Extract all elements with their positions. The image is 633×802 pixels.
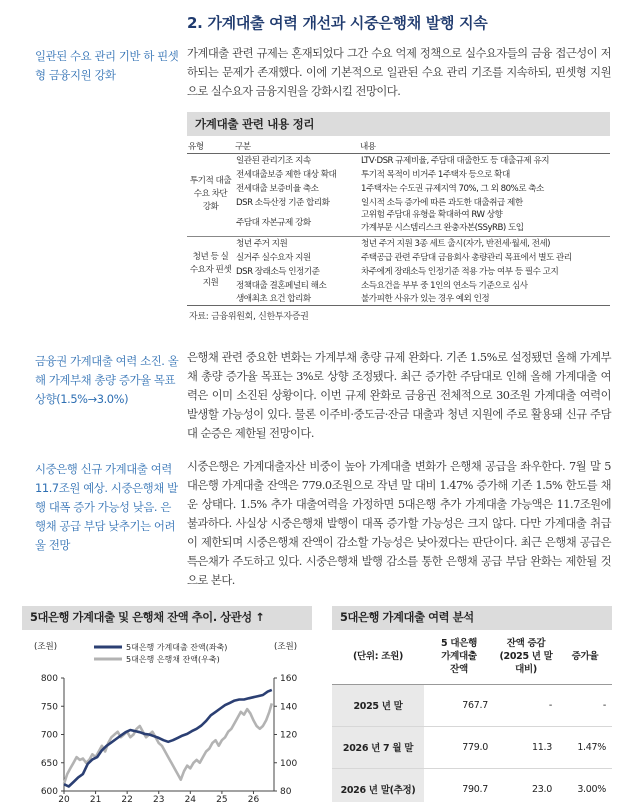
x-tick-label: 21	[89, 795, 102, 802]
line-chart	[22, 630, 312, 802]
right-tick-label: 140	[280, 702, 298, 713]
right-tick-label: 160	[280, 674, 298, 684]
table-cell: 청년 주거 지원 3종 세트 출시(자가, 반전세·월세, 전세)	[361, 239, 551, 250]
table-cell: 생애최초 요건 합리화	[236, 294, 311, 305]
table-cell: 일관된 관리기조 지속	[236, 156, 311, 167]
side-note-3: 시중은행 신규 가계대출 여력 11.7조원 예상. 시중은행채 발행 대폭 증가 가능성 낮음. 은행채 공급 부담 낮추기는 어려울 전망	[35, 462, 178, 552]
x-tick-label: 24	[184, 795, 197, 802]
capacity-table	[332, 630, 612, 802]
table-row	[187, 250, 610, 264]
table-cell: 전세대출보증 제한 대상 확대	[236, 169, 337, 180]
table-cell: 일시적 소득 증가에 따른 과도한 대출취급 제한	[361, 197, 523, 208]
table-cell: 투기적 목적이 비거주 1주택자 등으로 확대	[361, 169, 510, 180]
table-cell: 23.0	[494, 768, 558, 802]
table-row	[187, 153, 610, 167]
table-row	[187, 181, 610, 195]
left-axis-unit: (조원)	[34, 642, 58, 652]
table-cell: 고위험 주담대 유형을 확대하여 RW 상향 가계부문 시스템리스크 완충자본(SSyRB) 도입	[359, 209, 610, 237]
x-tick-label: 20	[58, 795, 70, 802]
table-cell: 주택공급 관련 주담대 금융회사 총량관리 목표에서 별도 관리	[361, 252, 572, 263]
table-cell: 779.0	[424, 726, 494, 768]
table-cell: DSR 소득산정 기준 합리화	[236, 197, 330, 208]
right-tick-label: 120	[280, 730, 298, 741]
policy-table	[187, 112, 610, 322]
left-tick-label: 700	[40, 730, 58, 741]
x-tick-label: 23	[153, 795, 165, 802]
chart-panel	[22, 606, 312, 802]
left-tick-label: 650	[40, 758, 58, 769]
table-row	[187, 264, 610, 278]
table-cell: 3.00%	[558, 768, 612, 802]
table-cell: 차주에게 장래소득 인정기준 적용 가능 여부 등 필수 고지	[361, 266, 559, 277]
policy-table-grid	[187, 139, 610, 306]
column-header: 구분	[234, 139, 359, 153]
table-cell: 767.7	[424, 684, 494, 726]
column-header: 증가율	[558, 630, 612, 684]
table-cell: 주담대 자본규제 강화	[234, 209, 359, 237]
paragraph-1: 가계대출 관련 규제는 혼재되었다 그간 수요 억제 정책으로 실수요자들의 금융 접근성이 저하되는 문제가 존재했다. 이에 기본적으로 일관된 수요 관리 기조를 지속하되, 핀셋형 지원으로 실수요자 금융지원을 강화시킬 전망이다.	[187, 47, 611, 98]
table-row	[187, 292, 610, 306]
table-header-row	[332, 630, 612, 684]
table-row	[187, 236, 610, 250]
table-row	[332, 726, 612, 768]
group-label: 투기적 대출수요 차단 강화	[187, 153, 234, 236]
right-axis-unit: (조원)	[274, 642, 298, 652]
row-label: 2026 년 말(추정)	[332, 768, 424, 802]
paragraph-3: 시중은행은 가계대출자산 비중이 높아 가계대출 변화가 은행채 공급을 좌우한다. 7월 말 5대은행 가계대출 잔액은 779.0조원으로 작년 말 대비 1.47% 증가해 기존 1.5% 한도를 채운 상태다. 1.5% 추가 대출여력을 가정하면 5대은행 추가 가계대출 가능액은 11.7조원에 불과하다. 사실상 시중은행채 발행이 대폭 증가할 가능성은 크지 않다. 다만 가계대출 취급이 제한되며 시중은행채 잔액이 감소할 가능성은 낮아졌다는 판단이다. 최근 은행채 공급은 특은채가 주도하고 있다. 시중은행채 발행 감소를 통한 은행채 공급 부담 완화는 제한될 것으로 본다.	[187, 460, 611, 587]
column-header: (단위: 조원)	[332, 630, 424, 684]
table-row	[332, 768, 612, 802]
table-cell: 청년 주거 지원	[236, 239, 288, 250]
chart-title: 5대은행 가계대출 및 은행채 잔액 추이. 상관성 ↑	[22, 606, 312, 630]
side-note-2: 금융권 가계대출 여력 소진. 올해 가계부채 총량 증가율 목표 상향(1.5%→3.0%)	[35, 354, 179, 406]
table-source: 자료: 금융위원회, 신한투자증권	[189, 312, 309, 323]
table-cell: 1주택자는 수도권 규제지역 70%, 그 외 80%로 축소	[361, 183, 544, 194]
table-cell: 1.47%	[558, 726, 612, 768]
column-header: 5 대은행 가계대출 잔액	[424, 630, 494, 684]
table-cell: 정책대출 결혼페널티 해소	[236, 280, 327, 291]
table-row	[332, 684, 612, 726]
column-header: 잔액 증감 (2025 년 말 대비)	[494, 630, 558, 684]
table-cell: 실거주 실수요자 지원	[236, 252, 311, 263]
row-label: 2025 년 말	[332, 684, 424, 726]
section-title: 2. 가계대출 여력 개선과 시중은행채 발행 지속	[187, 14, 488, 32]
legend-label-loans: 5대은행 가계대출 잔액(좌축)	[126, 643, 228, 652]
column-header: 유형	[187, 139, 234, 153]
right-tick-label: 80	[280, 787, 292, 797]
x-tick-label: 25	[216, 795, 228, 802]
series-line-bonds	[64, 703, 272, 784]
capacity-table-title: 5대은행 가계대출 여력 분석	[332, 606, 612, 630]
table-cell: LTV·DSR 규제비율, 주담대 대출한도 등 대출규제 유지	[361, 156, 550, 167]
table-cell: 소득요건을 부부 중 1인의 연소득 기준으로 심사	[361, 280, 528, 291]
capacity-table-panel	[332, 606, 612, 802]
table-row	[187, 278, 610, 292]
x-tick-label: 26	[247, 795, 260, 802]
side-note-1: 일관된 수요 관리 기반 하 핀셋형 금융지원 강화	[35, 49, 179, 82]
table-cell: 11.3	[494, 726, 558, 768]
x-tick-label: 22	[121, 795, 133, 802]
column-header: 내용	[359, 139, 610, 153]
table-cell: 전세대출 보증비율 축소	[236, 183, 319, 194]
legend-label-bonds: 5대은행 은행채 잔액(우축)	[126, 655, 220, 664]
right-tick-label: 100	[280, 758, 298, 769]
policy-table-title: 가계대출 관련 내용 정리	[187, 112, 610, 136]
table-row	[187, 167, 610, 181]
table-cell: 790.7	[424, 768, 494, 802]
table-cell: -	[558, 684, 612, 726]
paragraph-2: 은행채 관련 중요한 변화는 가계부채 총량 규제 완화다. 기존 1.5%로 설정됐던 올해 가계부채 총량 증가율 목표는 3%로 상향 조정됐다. 최근 증가한 주담대로 인해 올해 가계대출 여력은 이미 소진된 상황이다. 이번 규제 완화로 금융권 전체적으로 30조원 가계대출 여력이 발생할 가능성이 있다. 물론 이주비·중도금·잔금 대출과 청년 지원에 주로 활용돼 신규 주담대 순증은 제한될 전망이다.	[187, 351, 611, 440]
table-row	[187, 195, 610, 209]
table-cell: 불가피한 사유가 있는 경우 예외 인정	[361, 294, 490, 305]
row-label: 2026 년 7 월 말	[332, 726, 424, 768]
table-cell: DSR 장래소득 인정기준	[236, 266, 320, 277]
group-label: 청년 등 실수요자 핀셋 지원	[187, 236, 234, 305]
table-cell: -	[494, 684, 558, 726]
left-tick-label: 800	[40, 674, 58, 684]
left-tick-label: 600	[40, 787, 58, 797]
series-line-loans	[64, 690, 272, 787]
left-tick-label: 750	[40, 702, 58, 713]
